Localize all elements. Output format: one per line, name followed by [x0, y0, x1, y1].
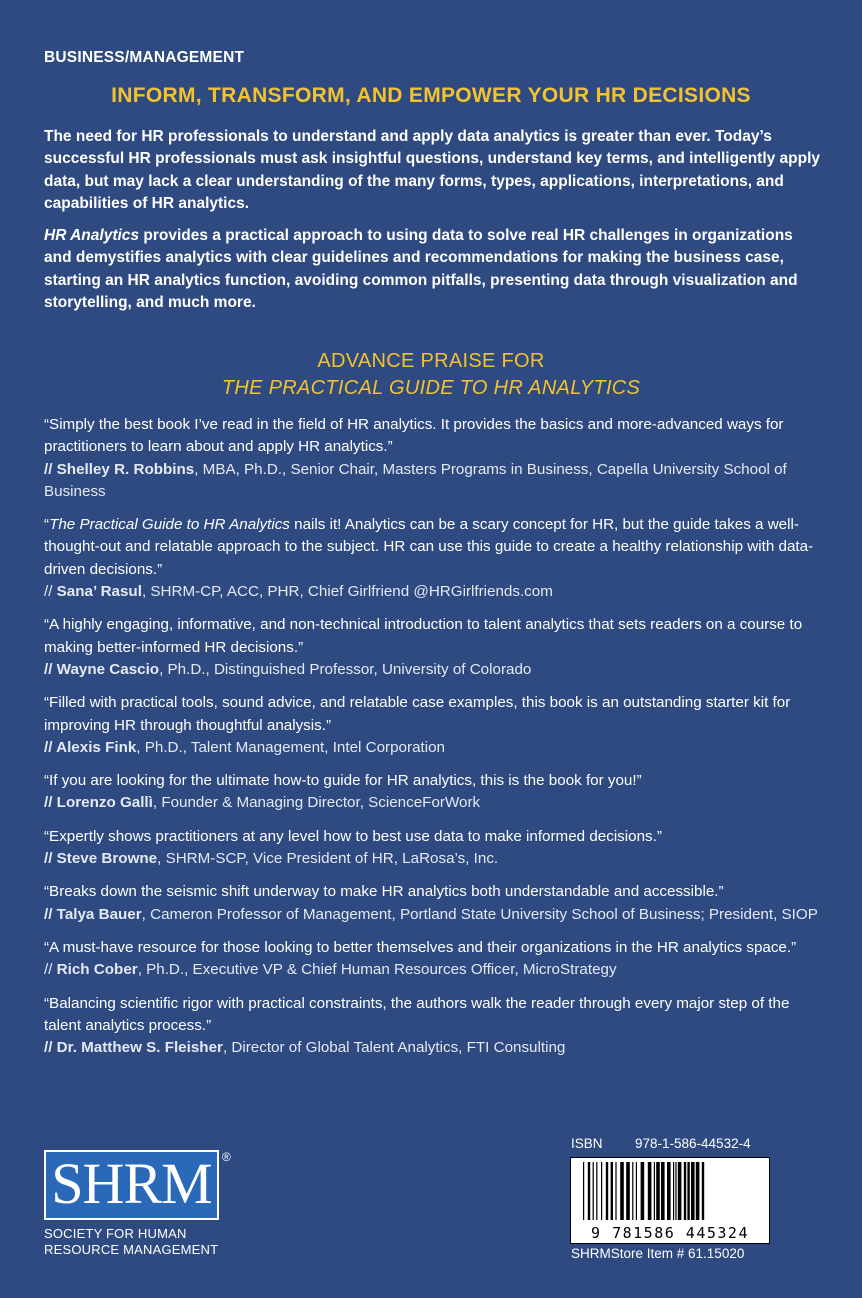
testimonial-author: Steve Browne — [56, 850, 158, 868]
barcode-bar — [583, 1162, 584, 1220]
testimonial-text: “The Practical Guide to HR Analytics nails it! Analytics can be a scary concept for HR, but the guide takes a well-thought-out and relatable approach to the subject. HR can use this guide to create a healthy relationship with data-driven decisions.” — [44, 516, 814, 578]
testimonial-text: “A highly engaging, informative, and non-technical introduction to talent analytics that sets readers on a course to making better-informed HR decisions.” — [44, 616, 803, 656]
testimonial-author: Wayne Cascio — [56, 660, 160, 678]
testimonial — [44, 514, 824, 603]
testimonial — [44, 993, 824, 1060]
testimonial — [44, 826, 824, 871]
testimonial — [44, 770, 824, 815]
testimonial-attribution: // Dr. Matthew S. Fleisher, Director of Global Talent Analytics, FTI Consulting — [44, 1039, 566, 1057]
intro-paragraph-2 — [44, 225, 824, 314]
testimonial-attribution: // Steve Browne, SHRM-SCP, Vice President of HR, LaRosa’s, Inc. — [44, 850, 499, 868]
barcode-bar — [673, 1162, 674, 1220]
store-item-number: SHRMStore Item # 61.15020 — [571, 1246, 745, 1261]
testimonial-text: “Filled with practical tools, sound advice, and relatable case examples, this book is an outstanding starter kit for improving HR through thoughtful analysis.” — [44, 694, 791, 734]
barcode-bar — [626, 1162, 630, 1220]
testimonial-credentials: , Cameron Professor of Management, Portland State University School of Business; President, SIOP — [141, 905, 818, 923]
barcode-bar — [588, 1162, 590, 1220]
barcode-bar — [691, 1162, 695, 1220]
isbn-barcode — [570, 1157, 770, 1244]
testimonial-author: Talya Bauer — [56, 905, 142, 923]
testimonial-credentials: , Ph.D., Distinguished Professor, University of Colorado — [159, 660, 532, 678]
barcode-bar — [667, 1162, 671, 1220]
barcode-bar — [601, 1162, 602, 1220]
testimonial — [44, 937, 824, 982]
barcode-bar — [678, 1162, 682, 1220]
intro-paragraph-2-text: provides a practical approach to using data to solve real HR challenges in organizations and demystifies analytics with clear guidelines and recommendations for making the business case, starting an HR analytics function, avoiding common pitfalls, presenting data through visualization and storytelling, and much more. — [44, 227, 798, 312]
testimonial-attribution: // Wayne Cascio, Ph.D., Distinguished Professor, University of Colorado — [44, 660, 532, 678]
testimonial — [44, 614, 824, 681]
testimonial-attribution: // Rich Cober, Ph.D., Executive VP & Chief Human Resources Officer, MicroStrategy — [44, 961, 617, 979]
barcode-bar — [687, 1162, 689, 1220]
testimonial-credentials: , Founder & Managing Director, ScienceForWork — [152, 794, 481, 812]
testimonial — [44, 881, 824, 926]
testimonial-credentials: , Director of Global Talent Analytics, FTI Consulting — [222, 1039, 566, 1057]
barcode-bar — [593, 1162, 594, 1220]
testimonial — [44, 692, 824, 759]
shrm-logo-mark: SHRM — [44, 1150, 219, 1220]
barcode-bar — [606, 1162, 608, 1220]
intro-paragraph-1: The need for HR professionals to understand and apply data analytics is greater than ever. Today’s successful HR professionals must ask insightful questions, understand key terms, and intelligently apply data, but may lack a clear understanding of the many forms, types, applications, interpretations, and capabilities of HR analytics. — [44, 128, 821, 212]
testimonial-credentials: , Ph.D., Talent Management, Intel Corporation — [136, 738, 445, 756]
barcode-bar — [654, 1162, 655, 1220]
testimonial-attribution: // Talya Bauer, Cameron Professor of Management, Portland State University School of Business; President, SIOP — [44, 905, 818, 923]
testimonial-attribution: // Shelley R. Robbins, MBA, Ph.D., Senior Chair, Masters Programs in Business, Capella University School of Business — [44, 460, 787, 500]
praise-heading — [0, 348, 862, 402]
testimonial-text: “A must-have resource for those looking to better themselves and their organizations in the HR analytics space.” — [44, 938, 797, 956]
praise-heading-line-2: THE PRACTICAL GUIDE TO HR ANALYTICS — [221, 377, 641, 399]
testimonial-text: “Balancing scientific rigor with practical constraints, the authors walk the reader through every major step of the talent analytics process.” — [44, 994, 790, 1034]
barcode-bar — [632, 1162, 633, 1220]
barcode-bar — [611, 1162, 613, 1220]
testimonial-credentials: , Ph.D., Executive VP & Chief Human Resources Officer, MicroStrategy — [137, 961, 617, 979]
registered-mark: ® — [222, 1150, 231, 1164]
barcode-bar — [596, 1162, 597, 1220]
testimonial-attribution: // Alexis Fink, Ph.D., Talent Management, Intel Corporation — [44, 738, 445, 756]
barcode-bar — [620, 1162, 624, 1220]
headline: INFORM, TRANSFORM, AND EMPOWER YOUR HR DECISIONS — [111, 84, 751, 107]
barcode-bar — [615, 1162, 616, 1220]
isbn-label: ISBN — [571, 1136, 603, 1151]
barcode-bar — [675, 1162, 676, 1220]
testimonial-author: Sana’ Rasul — [56, 583, 142, 601]
book-title-inline: The Practical Guide to HR Analytics — [49, 516, 290, 534]
shrm-logo-subtitle: SOCIETY FOR HUMAN RESOURCE MANAGEMENT — [44, 1226, 219, 1257]
barcode-bar — [636, 1162, 637, 1220]
testimonial-attribution: // Lorenzo Gallì, Founder & Managing Director, ScienceForWork — [44, 794, 481, 812]
barcode-digits: 9 781586 445324 — [591, 1224, 749, 1242]
barcode-bar — [661, 1162, 665, 1220]
category-label: BUSINESS/MANAGEMENT — [44, 49, 245, 66]
testimonials — [44, 414, 824, 1070]
isbn-row — [571, 1136, 771, 1151]
testimonial-text: “Breaks down the seismic shift underway to make HR analytics both understandable and accessible.” — [44, 883, 724, 901]
isbn-value: 978-1-586-44532-4 — [635, 1136, 751, 1151]
barcode-bar — [684, 1162, 686, 1220]
barcode-bar — [696, 1162, 700, 1220]
barcode-bar — [702, 1162, 704, 1220]
praise-heading-line-1: ADVANCE PRAISE FOR — [317, 350, 545, 372]
testimonial-credentials: , SHRM-SCP, Vice President of HR, LaRosa’s, Inc. — [157, 850, 499, 868]
testimonial-author: Alexis Fink — [56, 738, 137, 756]
barcode-graphic — [571, 1158, 769, 1243]
testimonial-credentials: , MBA, Ph.D., Senior Chair, Masters Programs in Business, Capella University School of Business — [44, 460, 787, 500]
testimonial-text: “Simply the best book I’ve read in the field of HR analytics. It provides the basics and more-advanced ways for practitioners to learn about and apply HR analytics.” — [44, 416, 784, 456]
intro-blurb — [44, 126, 824, 324]
testimonial-author: Shelley R. Robbins — [56, 460, 195, 478]
barcode-bar — [656, 1162, 660, 1220]
barcode-bar — [641, 1162, 645, 1220]
testimonial-author: Rich Cober — [56, 961, 138, 979]
testimonial-text: “Expertly shows practitioners at any level how to best use data to make informed decisions.” — [44, 827, 662, 845]
testimonial-author: Dr. Matthew S. Fleisher — [56, 1039, 223, 1057]
barcode-bar — [648, 1162, 652, 1220]
book-title-inline: HR Analytics — [44, 227, 140, 245]
testimonial-text: “If you are looking for the ultimate how-to guide for HR analytics, this is the book for you!” — [44, 772, 642, 790]
testimonial-credentials: , SHRM-CP, ACC, PHR, Chief Girlfriend @HRGirlfriends.com — [141, 583, 553, 601]
shrm-logo — [44, 1150, 244, 1265]
testimonial — [44, 414, 824, 503]
testimonial-attribution: // Sana’ Rasul, SHRM-CP, ACC, PHR, Chief Girlfriend @HRGirlfriends.com — [44, 583, 553, 601]
testimonial-author: Lorenzo Gallì — [56, 794, 153, 812]
